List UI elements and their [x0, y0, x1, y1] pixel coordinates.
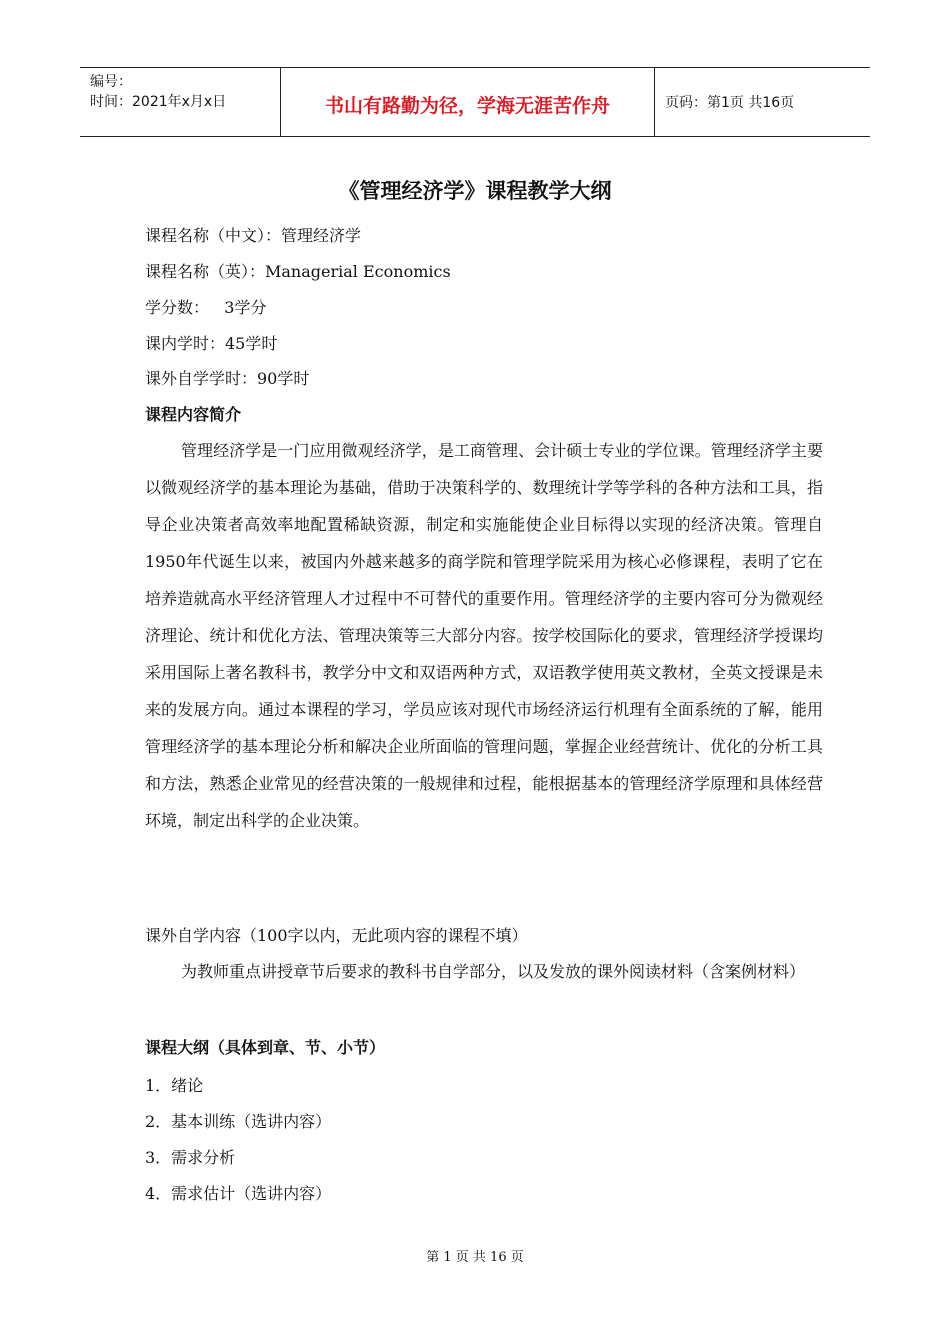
outline-item: 3．需求分析: [145, 1148, 236, 1167]
self-study-paragraph: 为教师重点讲授章节后要求的教科书自学部分，以及发放的课外阅读材料（含案例材料）: [181, 962, 806, 981]
time-label: 时间：2021年x月x日: [90, 94, 227, 110]
outline-item: 1．绪论: [145, 1076, 204, 1095]
field-credits: 学分数： 3学分: [145, 298, 267, 317]
outline-item: 2．基本训练（选讲内容）: [145, 1112, 332, 1131]
document-title: 《管理经济学》课程教学大纲: [338, 179, 612, 203]
intro-heading: 课程内容简介: [145, 405, 242, 424]
header-page-info: 页码：第1页 共16页: [665, 95, 795, 111]
field-self-hours: 课外自学学时：90学时: [145, 369, 310, 388]
number-label: 编号：: [90, 74, 132, 90]
intro-paragraph: 管理经济学是一门应用微观经济学，是工商管理、会计硕士专业的学位课。管理经济学主要以微观经济学的基本理论为基础，借助于决策科学的、数理统计学等学科的各种方法和工具，指导企业决策者高效率地配置稀缺资源，制定和实施能使企业目标得以实现的经济决策。管理自1950年代诞生以来，被国内外越来越多的商学院和管理学院采用为核心必修课程，表明了它在培养造就高水平经济管理人才过程中不可替代的重要作用。管理经济学的主要内容可分为微观经济理论、统计和优化方法、管理决策等三大部分内容。按学校国际化的要求，管理经济学授课均采用国际上著名教科书，教学分中文和双语两种方式，双语教学使用英文教材，全英文授课是未来的发展方向。通过本课程的学习，学员应该对现代市场经济运行机理有全面系统的了解，能用管理经济学的基本理论分析和解决企业所面临的管理问题，掌握企业经营统计、优化的分析工具和方法，熟悉企业常见的经营决策的一般规律和过程，能根据基本的管理经济学原理和具体经营环境，制定出科学的企业决策。: [145, 441, 823, 830]
outline-item: 4．需求估计（选讲内容）: [145, 1184, 332, 1203]
header-meta: [80, 68, 280, 136]
outline-heading: 课程大纲（具体到章、节、小节）: [145, 1038, 386, 1057]
header-motto: 书山有路勤为径，学海无涯苦作舟: [280, 68, 655, 136]
field-class-hours: 课内学时：45学时: [145, 334, 278, 353]
self-study-heading: 课外自学内容（100字以内，无此项内容的课程不填）: [145, 926, 528, 945]
field-name-cn: 课程名称（中文）：管理经济学: [145, 226, 362, 245]
field-name-en: 课程名称（英）：Managerial Economics: [145, 262, 451, 281]
page-footer: 第 1 页 共 16 页: [426, 1250, 524, 1265]
page-header: [80, 67, 870, 137]
